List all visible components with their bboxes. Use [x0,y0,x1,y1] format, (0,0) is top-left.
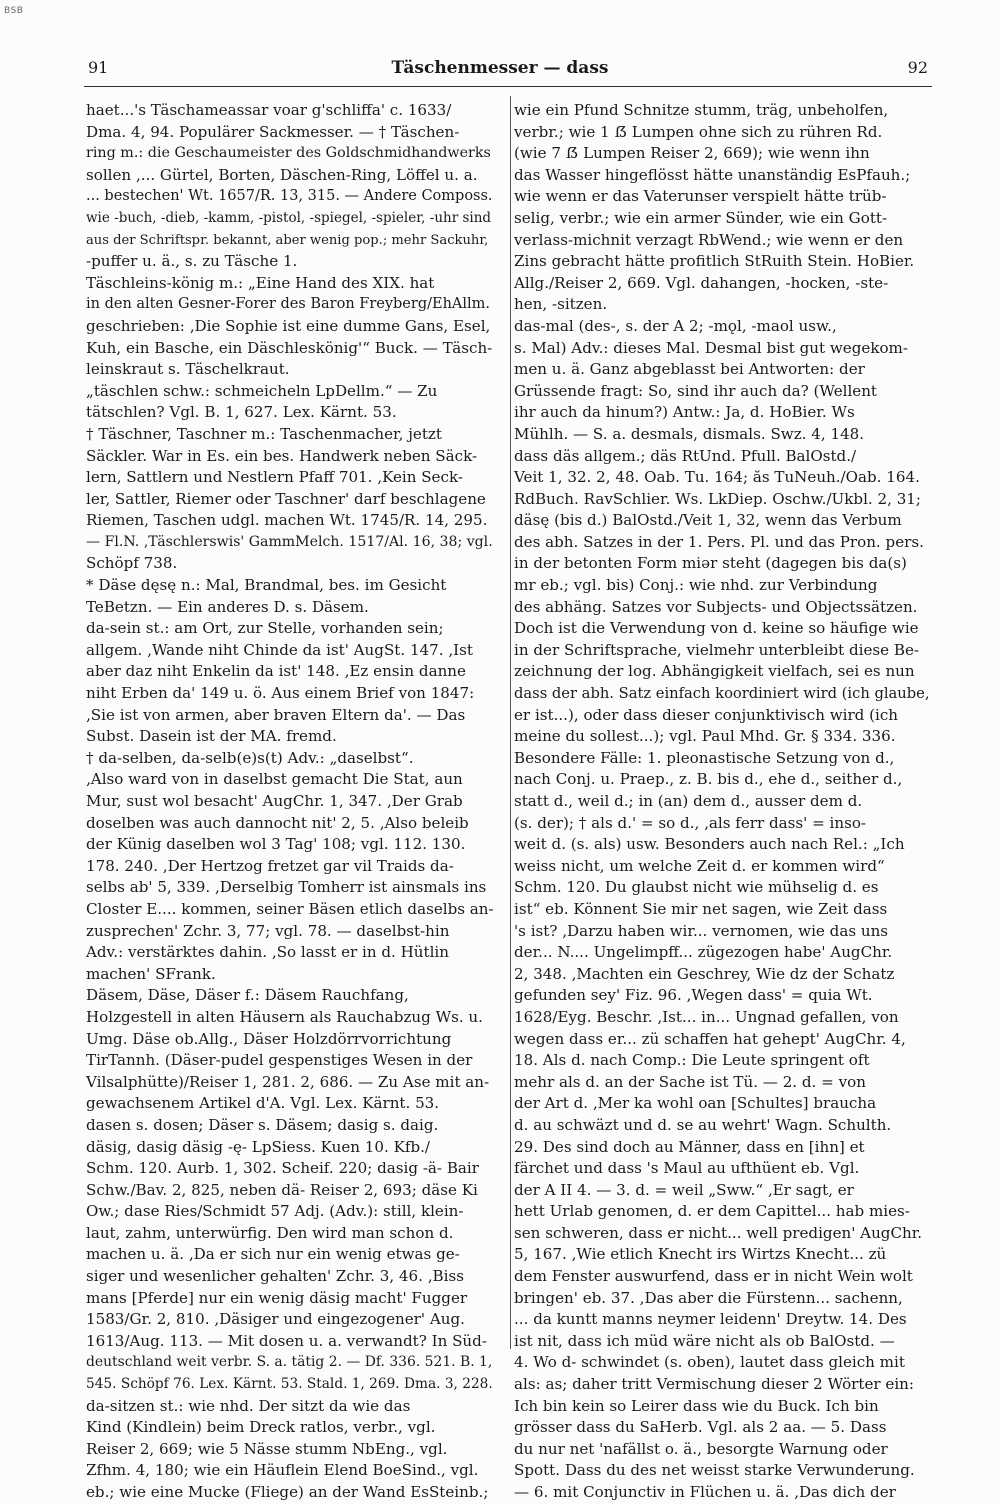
text-line: selig, verbr.; wie ein armer Sünder, wie ein Gott- [514,208,888,227]
text-line: weiss nicht, um welche Zeit d. er kommen wird“ [514,856,885,875]
text-line: ring m.: die Geschaumeister des Goldschmidhandwerks [86,145,491,162]
text-line: TeBetzn. — Ein anderes D. s. Däsem. [86,597,369,616]
text-line: Kuh, ein Basche, ein Däschleskönig'“ Buck. — Täsch- [86,338,493,357]
text-line: gewachsenem Artikel d'A. Vgl. Lex. Kärnt. 53. [86,1094,440,1113]
text-line: in der betonten Form miər steht (dagegen bis da(s) [514,554,907,573]
text-line: s. Mal) Adv.: dieses Mal. Desmal bist gut wegekom- [514,338,908,357]
text-line: wie -buch, -dieb, -kamm, -pistol, -spiegel, -spieler, -uhr sind [86,209,492,226]
text-line: ... bestechen' Wt. 1657/R. 13, 315. — Andere Composs. [86,188,493,205]
text-line: ler, Sattler, Riemer oder Taschner' darf beschlagene [86,489,486,508]
text-line: des abh. Satzes in der 1. Pers. Pl. und das Pron. pers. [514,532,924,551]
text-line: Dma. 4, 94. Populärer Sackmesser. — † Täschen- [86,122,460,141]
text-line: RdBuch. RavSchlier. Ws. LkDiep. Oschw./Ukbl. 2, 31; [514,489,921,508]
text-line: weit d. (s. als) usw. Besonders auch nach Rel.: „Ich [514,835,905,854]
text-line: 5, 167. ‚Wie etlich Knecht irs Wirtzs Knecht... zü [514,1245,887,1264]
text-line: Zins gebracht hätte profitlich StRuith Stein. HoBier. [514,252,915,271]
text-line: in den alten Gesner-Forer des Baron Freyberg/EhAllm. [86,296,491,313]
text-line: sen schweren, dass er nicht... well predigen' AugChr. [514,1223,923,1242]
text-line: färchet und dass 's Maul au ufthüent eb. Vgl. [514,1159,860,1178]
text-line: 2, 348. ‚Machten ein Geschrey, Wie dz der Schatz [514,964,895,983]
text-line: 29. Des sind doch au Männer, dass en [ihn] et [514,1137,865,1156]
text-line: mehr als d. an der Sache ist Tü. — 2. d. = von [514,1072,866,1091]
header-rule [84,86,932,87]
running-head: Täschenmesser — dass [391,58,609,78]
text-line: doselben was auch dannocht nit' 2, 5. ‚Also beleib [86,813,469,832]
text-line: als: as; daher tritt Vermischung dieser 2 Wörter ein: [514,1375,914,1394]
text-line: Veit 1, 32. 2, 48. Oab. Tu. 164; ăs TuNeuh./Oab. 164. [514,468,920,487]
text-line: hen, -sitzen. [514,295,608,314]
text-line: lern, Sattlern und Nestlern Pfaff 701. ‚Kein Seck- [86,468,463,487]
text-line: — Fl.N. ‚Täschlerswis' GammMelch. 1517/Al. 16, 38; vgl. [86,533,493,550]
text-line: zeichnung der log. Abhängigkeit vielfach, sei es nun [514,662,915,681]
text-line: das Wasser hingeflösst hätte unanständig EsPfauh.; [514,165,911,184]
text-line: statt d., weil d.; in (an) dem d., ausser dem d. [514,792,863,810]
text-line: machen u. ä. ‚Da er sich nur ein wenig etwas ge- [86,1245,460,1264]
text-line: laut, zahm, unterwürfig. Den wird man schon d. [86,1223,454,1242]
text-line: aber daz niht Enkelin da ist' 148. ‚Ez ensin danne [86,662,466,681]
text-line: Subst. Dasein ist der MA. fremd. [86,727,337,746]
text-line: 18. Als d. nach Comp.: Die Leute springent oft [514,1051,870,1070]
library-stamp: BSB [4,6,24,16]
text-line: — 6. mit Conjunctiv in Flüchen u. ä. ‚Das dich der [514,1483,896,1501]
text-line: Zfhm. 4, 180; wie ein Häuflein Elend BoeSind., vgl. [86,1461,479,1480]
text-line: siger und wesenlicher gehalten' Zchr. 3, 46. ‚Biss [86,1267,464,1286]
text-line: TirTannh. (Däser-pudel gespenstiges Wesen in der [86,1051,473,1070]
text-line: verlass-michnit verzagt RbWend.; wie wenn er den [514,230,904,249]
text-line: Schw./Bav. 2, 825, neben dä- Reiser 2, 693; däse Ki [86,1180,478,1199]
text-line: Umg. Däse ob.Allg., Däser Holzdörrvorrichtung [86,1029,452,1048]
left-column [86,100,494,1504]
text-line: sollen ,... Gürtel, Borten, Däschen-Ring, Löffel u. a. [86,165,478,184]
text-line: Vilsalphütte)/Reiser 1, 281. 2, 686. — Zu Ase mit an- [86,1072,490,1091]
text-line: Riemen, Taschen udgl. machen Wt. 1745/R. 14, 295. [86,511,488,530]
text-line: † da-selben, da-selb(e)s(t) Adv.: „daselbst“. [86,748,414,767]
text-line: hett Urlab genomen, d. er dem Capittel... hab mies- [514,1202,910,1221]
text-line: nach Conj. u. Praep., z. B. bis d., ehe d., seither d., [514,770,903,789]
text-line: da-sitzen st.: wie nhd. Der sitzt da wie das [86,1396,411,1415]
text-line: niht Erben da' 149 u. ö. Aus einem Brief von 1847: [86,684,475,703]
text-line: mans [Pferde] nur ein wenig däsig macht' Fugger [86,1288,468,1307]
text-line: Kind (Kindlein) beim Dreck ratlos, verbr., vgl. [86,1418,436,1437]
text-line: selbs ab' 5, 339. ‚Derselbig Tomherr ist ainsmals ins [86,878,487,897]
text-line: allgem. ‚Wande niht Chinde da ist' AugSt. 147. ‚Ist [86,640,473,659]
text-line: Schm. 120. Du glaubst nicht wie mühselig d. es [514,878,879,897]
text-line: Allg./Reiser 2, 669. Vgl. dahangen, -hocken, -ste- [514,273,889,292]
text-line: ist nit, dass ich müd wäre nicht als ob BalOstd. — [514,1331,895,1350]
text-line: machen' SFrank. [86,964,216,983]
text-line: 4. Wo d- schwindet (s. oben), lautet dass gleich mit [514,1353,905,1372]
text-line: Mur, sust wol besacht' AugChr. 1, 347. ‚Der Grab [86,792,463,810]
text-line: Doch ist die Verwendung von d. keine so häufige wie [514,619,919,638]
text-line: zusprechen' Zchr. 3, 77; vgl. 78. — daselbst-hin [86,921,450,940]
text-line: Ich bin kein so Leirer dass wie du Buck. Ich bin [514,1396,879,1415]
text-line: (wie 7 ẞ Lumpen Reiser 2, 669); wie wenn ihn [514,144,870,163]
text-line: ihr auch da hinum?) Antw.: Ja, d. HoBier. Ws [514,403,855,422]
text-line: haet...'s Täschameassar voar g'schliffa' c. 1633/ [86,101,452,119]
text-line: 1613/Aug. 113. — Mit dosen u. a. verwandt? In Süd- [86,1331,487,1350]
text-line: -puffer u. ä., s. zu Täsche 1. [86,252,298,271]
text-line: (s. der); † als d.' = so d., ‚als ferr dass' = inso- [514,813,867,832]
text-line: 1628/Eyg. Beschr. ‚Ist... in... Ungnad gefallen, von [514,1007,899,1026]
text-line: Mühlh. — S. a. desmals, dismals. Swz. 4, 148. [514,424,865,443]
text-line: da-sein st.: am Ort, zur Stelle, vorhanden sein; [86,619,444,638]
text-line: Säckler. War in Es. ein bes. Handwerk neben Säck- [86,446,478,465]
text-line: 545. Schöpf 76. Lex. Kärnt. 53. Stald. 1, 269. Dma. 3, 228. [86,1376,493,1393]
text-line: ... da kuntt manns neymer leidenn' Dreytw. 14. Des [514,1310,907,1329]
text-line: er ist...), oder dass dieser conjunktivisch wird (ich [514,705,899,724]
text-line: tätschlen? Vgl. B. 1, 627. Lex. Kärnt. 53. [86,403,397,422]
text-line: deutschland weit verbr. S. a. tätig 2. — Df. 336. 521. B. 1, [86,1354,493,1371]
text-line: men u. ä. Ganz abgeblasst bei Antworten: der [514,360,865,379]
text-line: bringen' eb. 37. ‚Das aber die Fürstenn... sachenn, [514,1288,903,1307]
text-line: Schm. 120. Aurb. 1, 302. Scheif. 220; dasig -ä- Bair [86,1159,479,1178]
text-line: Reiser 2, 669; wie 5 Nässe stumm NbEng., vgl. [86,1439,448,1458]
page-number-left: 91 [88,58,109,77]
text-line: wie ein Pfund Schnitze stumm, träg, unbeholfen, [514,101,889,119]
text-line: Ow.; dase Ries/Schmidt 57 Adj. (Adv.): still, klein- [86,1202,464,1221]
text-line: dem Fenster auswurfend, dass er in nicht Wein wolt [514,1267,913,1286]
right-column [514,100,932,1504]
text-line: Täschleins-könig m.: „Eine Hand des XIX. hat [86,273,435,292]
text-line: wegen dass er... zü schaffen hat gehept' AugChr. 4, [514,1029,906,1048]
text-line: gefunden sey' Fiz. 96. ‚Wegen dass' = quia Wt. [514,986,873,1005]
text-line: in der Schriftsprache, vielmehr unterbleibt diese Be- [514,640,920,659]
text-line: däsig, dasig däsig -ę- LpSiess. Kuen 10. Kfb./ [86,1137,431,1156]
text-line: 's ist? ‚Darzu haben wir... vernomen, wie das uns [514,921,889,940]
text-line: ist“ eb. Könnent Sie mir net sagen, wie Zeit dass [514,899,888,918]
column-divider [510,96,511,1349]
text-line: „täschlen schw.: schmeicheln LpDellm.“ — Zu [86,381,438,400]
text-line: dass däs allgem.; däs RtUnd. Pfull. BalOstd./ [514,446,857,465]
page-number-right: 92 [907,58,928,77]
text-line: 1583/Gr. 2, 810. ‚Däsiger und eingezogener' Aug. [86,1310,465,1329]
text-line: der A II 4. — 3. d. = weil „Sww.“ ‚Er sagt, er [514,1180,854,1199]
text-line: d. au schwäzt und d. se au wehrt' Wagn. Schulth. [514,1115,892,1134]
text-line: Besondere Fälle: 1. pleonastische Setzung von d., [514,748,895,767]
text-line: dasen s. dosen; Däser s. Däsem; dasig s. daig. [86,1115,439,1134]
text-line: du nur net 'nafällst o. ä., besorgte Warnung oder [514,1439,888,1458]
text-line: Spott. Dass du des net weisst starke Verwunderung. [514,1461,915,1480]
text-line: grösser dass du SaHerb. Vgl. als 2 aa. — 5. Dass [514,1418,887,1437]
text-line: leinskraut s. Täschelkraut. [86,360,290,379]
text-line: Schöpf 738. [86,554,178,573]
text-line: der Künig daselben wol 3 Tag' 108; vgl. 112. 130. [86,835,466,854]
text-line: Adv.: verstärktes dahin. ‚So lasst er in d. Hütlin [86,943,449,962]
text-line: † Täschner, Taschner m.: Taschenmacher, jetzt [86,424,442,443]
text-line: eb.; wie eine Mucke (Fliege) an der Wand EsSteinb.; [86,1483,489,1501]
text-line: Grüssende fragt: So, sind ihr auch da? (Wellent [514,381,878,400]
text-line: Holzgestell in alten Häusern als Rauchabzug Ws. u. [86,1007,483,1026]
text-line: Däsem, Däse, Däser f.: Däsem Rauchfang, [86,986,409,1005]
text-line: des abhäng. Satzes vor Subjects- und Objectssätzen. [514,597,918,616]
text-line: meine du sollest...); vgl. Paul Mhd. Gr. § 334. 336. [514,727,896,746]
text-line: * Däse dęsę n.: Mal, Brandmal, bes. im Gesicht [86,576,447,595]
text-line: ‚Sie ist von armen, aber braven Eltern da'. — Das [86,705,466,724]
text-line: ‚Also ward von in daselbst gemacht Die Stat, aun [86,770,463,789]
text-line: aus der Schriftspr. bekannt, aber wenig pop.; mehr Sackuhr, [86,232,489,248]
text-line: wie wenn er das Vaterunser verspielt hätte trüb- [514,187,887,206]
text-line: verbr.; wie 1 ẞ Lumpen ohne sich zu rühren Rd. [514,122,883,141]
text-line: der Art d. ‚Mer ka wohl oan [Schultes] braucha [514,1094,877,1113]
text-line: dass der abh. Satz einfach koordiniert wird (ich glaube, [514,685,930,703]
text-line: der... N.... Ungelimpff... zügezogen habe' AugChr. [514,943,893,962]
text-line: mr eb.; vgl. bis) Conj.: wie nhd. zur Verbindung [514,576,878,595]
text-line: 178. 240. ‚Der Hertzog fretzet gar vil Traids da- [86,856,454,875]
text-line: däsę (bis d.) BalOstd./Veit 1, 32, wenn das Verbum [514,511,902,530]
text-line: Closter E.... kommen, seiner Bäsen etlich daselbs an- [86,899,494,918]
text-line: geschrieben: ‚Die Sophie ist eine dumme Gans, Esel, [86,316,491,335]
text-line: das-mal (des-, s. der A 2; -mǫl, -maol usw., [514,316,837,335]
